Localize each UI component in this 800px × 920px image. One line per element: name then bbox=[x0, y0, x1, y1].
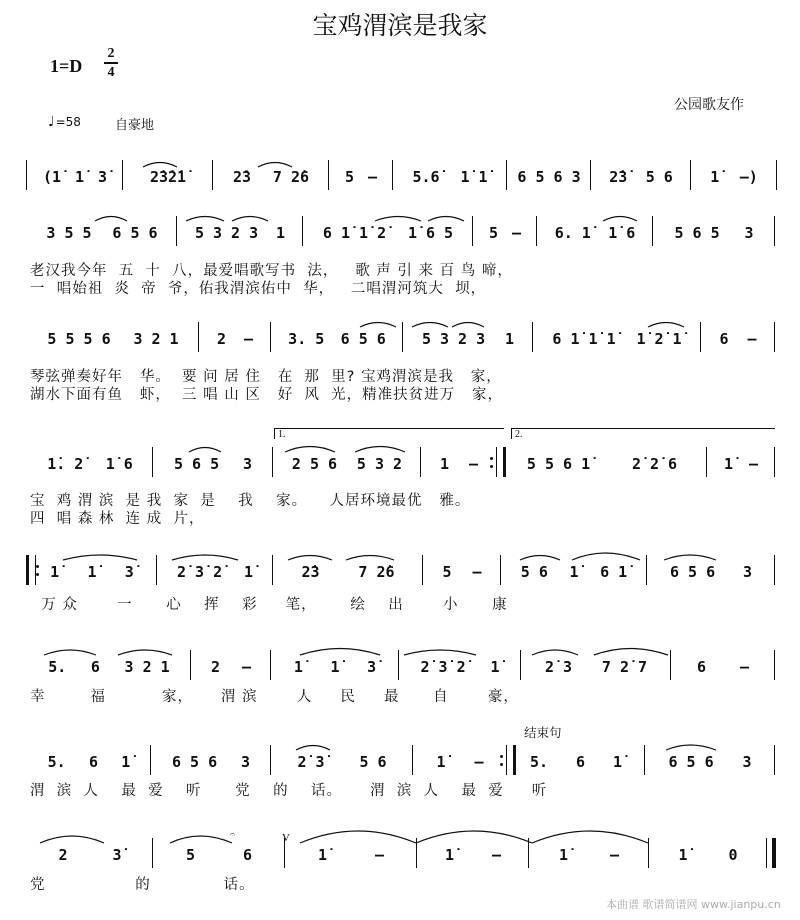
note-group: 6 5 6 bbox=[340, 330, 386, 348]
note-group: 1 bbox=[439, 455, 450, 473]
note-group: 6 1̇ 1̇ 2̇ bbox=[322, 224, 387, 242]
lyric-line: 琴弦弹奏好年 华。 要 问 居 住 在 那 里? 宝鸡渭滨是我 家， bbox=[30, 369, 502, 385]
note-group: – bbox=[243, 330, 254, 348]
note-group: 1̇ bbox=[74, 168, 85, 186]
slur bbox=[143, 163, 177, 168]
slur bbox=[412, 323, 448, 328]
note-group: – bbox=[511, 224, 522, 242]
note-group: 7 2̇6 bbox=[358, 563, 395, 581]
note-group: 5 5 6 1̇ bbox=[526, 455, 591, 473]
note-group: 6 bbox=[242, 846, 253, 864]
note-group: 6 bbox=[719, 330, 729, 348]
note-group: 5 6 bbox=[359, 753, 387, 771]
expression-marking: 自豪地 bbox=[115, 118, 155, 133]
note-group: 2̇ 3 bbox=[544, 658, 573, 676]
note-group: 1̇ bbox=[87, 563, 97, 581]
note-group: 6 bbox=[88, 753, 99, 771]
lyric-line: 党 的 话。 bbox=[30, 877, 255, 893]
lyric-line: 幸 福 家， 渭 滨 人 民 最 自 豪， bbox=[30, 689, 519, 705]
lyric-line: 四 唱 森 林 连 成 片， bbox=[30, 511, 205, 527]
slur bbox=[416, 831, 532, 843]
slur bbox=[594, 649, 668, 656]
volta-second-ending: 2. bbox=[511, 428, 775, 439]
slur bbox=[118, 650, 172, 655]
note-group: 3. 5 bbox=[288, 330, 325, 348]
note-group: 2̇3̇ bbox=[609, 168, 628, 186]
note-group: 1̇ bbox=[569, 563, 579, 581]
note-group: 6 bbox=[696, 658, 707, 676]
slur bbox=[63, 555, 137, 560]
volta-first-ending: 1. bbox=[274, 428, 504, 439]
note-group: 2̇3̇2̇1̇ bbox=[149, 168, 187, 186]
note-group: 5. bbox=[529, 753, 549, 771]
note-group: 3 5 5 bbox=[46, 224, 92, 242]
note-group: 5 6 bbox=[520, 563, 548, 581]
note-group: 2̇ 3̇ 2̇ bbox=[420, 658, 466, 676]
note-group: – bbox=[367, 168, 378, 186]
slur bbox=[404, 650, 476, 655]
note-group: 5 bbox=[442, 563, 452, 581]
note-group: – bbox=[374, 846, 385, 864]
note-group: 5 bbox=[185, 846, 196, 864]
note-group: 0 bbox=[728, 846, 738, 864]
slur bbox=[572, 553, 640, 560]
note-group: 3̇ bbox=[112, 846, 122, 864]
key-signature: 1=D bbox=[50, 56, 83, 76]
note-group: 3 bbox=[743, 563, 753, 581]
slur bbox=[300, 831, 416, 843]
note-group: –) bbox=[739, 168, 758, 186]
time-signature-top: 2 bbox=[107, 46, 115, 61]
note-group: 1 bbox=[505, 330, 515, 348]
note-group: – bbox=[609, 846, 620, 864]
lyric-line: 湖水下面有鱼 虾， 三 唱 山 区 好 风 光，精准扶贫进万 家， bbox=[30, 387, 503, 403]
lyric-line: 渭 滨 人 最 爱 听 党 的 话。 渭 滨 人 最 爱 听 bbox=[30, 783, 548, 799]
note-group: 1̇ 2̇ 1̇ bbox=[636, 330, 682, 348]
note-group: 1̇ bbox=[710, 168, 720, 186]
slur bbox=[666, 745, 716, 750]
note-group: 6 5 6 bbox=[669, 563, 716, 581]
note-group: 3̇ bbox=[124, 563, 134, 581]
slur bbox=[532, 831, 648, 843]
note-group: 1̇ bbox=[558, 846, 569, 864]
lyric-line: 宝 鸡 渭 滨 是 我 家 是 我 家。 人居环境最优 雅。 bbox=[30, 493, 471, 509]
tempo-value: =58 bbox=[55, 115, 81, 129]
note-group: 1̇ bbox=[121, 753, 131, 771]
note-group: 6 5 6 bbox=[112, 224, 158, 242]
note-group: 2 bbox=[58, 846, 68, 864]
note-group: 6 1̇ bbox=[600, 563, 628, 581]
slur bbox=[452, 323, 484, 328]
note-group: 1̇ bbox=[330, 658, 340, 676]
slur bbox=[95, 217, 127, 222]
note-group: 5 3 2 3 bbox=[421, 330, 486, 348]
note-group: 2̇3 bbox=[301, 563, 320, 581]
note-group: 1̇ 1̇ bbox=[460, 168, 488, 186]
slur bbox=[346, 556, 394, 561]
quarter-note-icon: ♩ bbox=[48, 114, 55, 130]
note-group: 1̇ 6 bbox=[608, 224, 636, 242]
song-title: 宝鸡渭滨是我家 bbox=[312, 11, 488, 40]
slur bbox=[648, 323, 684, 328]
slur bbox=[288, 556, 332, 561]
note-group: 1̇ bbox=[612, 753, 622, 771]
note-group: 1̇ bbox=[317, 846, 328, 864]
note-group: 1 bbox=[276, 224, 286, 242]
note-group: 7 2̇6 bbox=[272, 168, 310, 186]
lyric-line: 老汉我今年 五 十 八，最爱唱歌写书 法， 歌 声 引 来 百 鸟 啼， bbox=[30, 263, 513, 279]
slur bbox=[186, 217, 224, 222]
note-group: 2̇3 bbox=[232, 168, 252, 186]
note-group: – bbox=[491, 846, 502, 864]
note-group: 3̇ bbox=[367, 658, 377, 676]
note-group: 2̇ 3̇ bbox=[297, 753, 325, 771]
note-group: 3 bbox=[241, 753, 251, 771]
note-group: – bbox=[241, 658, 252, 676]
note-group: 1̇ bbox=[723, 455, 734, 473]
composer: 公园歌友作 bbox=[674, 97, 744, 113]
slur bbox=[532, 650, 578, 655]
note-group: 6 1̇ 1̇ 1̇ bbox=[552, 330, 616, 348]
note-group: 6 bbox=[575, 753, 586, 771]
note-group: 7 2̇ 7 bbox=[601, 658, 648, 676]
note-group: 2 bbox=[216, 330, 227, 348]
note-group: – bbox=[468, 455, 479, 473]
slur bbox=[520, 556, 560, 561]
note-group: 1̇ bbox=[50, 563, 60, 581]
note-group: 5.6̇ bbox=[412, 168, 440, 186]
note-group: 1̇ 6 bbox=[105, 455, 133, 473]
slur bbox=[375, 217, 421, 222]
note-group: – bbox=[474, 753, 484, 771]
note-group: 3 bbox=[243, 455, 253, 473]
note-group: 5. bbox=[48, 658, 67, 676]
slur bbox=[603, 217, 637, 222]
watermark: 本曲谱 歌谱简谱网 www.jianpu.cn bbox=[606, 898, 781, 911]
note-group: 5. bbox=[47, 753, 66, 771]
slur bbox=[428, 217, 464, 222]
lyric-line: 万 众 一 心 挥 彩 笔， 绘 出 小 康 bbox=[30, 597, 508, 613]
fermata-icon: 𝄐 bbox=[230, 830, 236, 840]
note-group: 2̇ 3̇ 2̇ bbox=[176, 563, 223, 581]
note-group: 1̇ bbox=[444, 846, 455, 864]
note-group: 3 bbox=[742, 753, 752, 771]
note-group: 1̇ bbox=[490, 658, 500, 676]
note-group: 6 5 6 3 bbox=[517, 168, 581, 186]
note-group: 3 2 1 bbox=[133, 330, 179, 348]
slur bbox=[300, 649, 380, 656]
slur bbox=[296, 746, 330, 751]
note-group: 3 2 1 bbox=[124, 658, 170, 676]
note-group: 1̇ bbox=[678, 846, 688, 864]
note-group: 5 6 bbox=[645, 168, 673, 186]
slur bbox=[170, 836, 232, 843]
note-group: 1̇ bbox=[293, 658, 303, 676]
note-group: 5 bbox=[488, 224, 499, 242]
breath-mark: V bbox=[282, 832, 290, 844]
note-group: 1̇. 2̇ bbox=[47, 455, 84, 473]
note-group: 5 6 5 bbox=[674, 224, 720, 242]
note-group: 5 5 5 6 bbox=[47, 330, 111, 348]
note-group: 5 6 5 bbox=[173, 455, 220, 473]
slur bbox=[44, 650, 96, 655]
note-group: 6 bbox=[90, 658, 100, 676]
note-group: 2 bbox=[210, 658, 221, 676]
note-group: – bbox=[472, 563, 482, 581]
note-group: 5 3 2 3 bbox=[194, 224, 259, 242]
slur bbox=[258, 163, 292, 168]
slur bbox=[40, 836, 104, 843]
note-group: – bbox=[748, 455, 759, 473]
slur bbox=[232, 217, 268, 222]
note-group: 2̇ 2̇ 6 bbox=[631, 455, 678, 473]
slur bbox=[360, 323, 396, 328]
note-group: 5 bbox=[344, 168, 355, 186]
time-signature-bottom: 4 bbox=[107, 64, 115, 80]
note-group: 3̇ bbox=[97, 168, 107, 186]
note-group: 6. 1̇ bbox=[554, 224, 591, 242]
slur bbox=[189, 448, 221, 453]
slur bbox=[285, 447, 335, 453]
note-group: – bbox=[747, 330, 757, 348]
slur bbox=[664, 555, 716, 560]
note-group: – bbox=[739, 658, 750, 676]
slur bbox=[172, 555, 238, 560]
note-group: 5 3 2 bbox=[356, 455, 403, 473]
note-group: 2 5 6 bbox=[291, 455, 338, 473]
note-group: 3 bbox=[744, 224, 754, 242]
note-group: 6 5 6 bbox=[171, 753, 218, 771]
note-group: 1̇ 6 5 bbox=[407, 224, 454, 242]
note-group: (1̇ bbox=[42, 168, 62, 186]
ending-label: 结束句 bbox=[524, 725, 562, 740]
note-group: 1̇ bbox=[244, 563, 254, 581]
note-group: 6 5 6 bbox=[668, 753, 714, 771]
note-group: 1̇ bbox=[436, 753, 446, 771]
lyric-line: 一 唱始祖 炎 帝 爷，佑我渭滨佑中 华， 二唱渭河筑大 坝， bbox=[30, 281, 487, 297]
slur bbox=[355, 447, 405, 453]
